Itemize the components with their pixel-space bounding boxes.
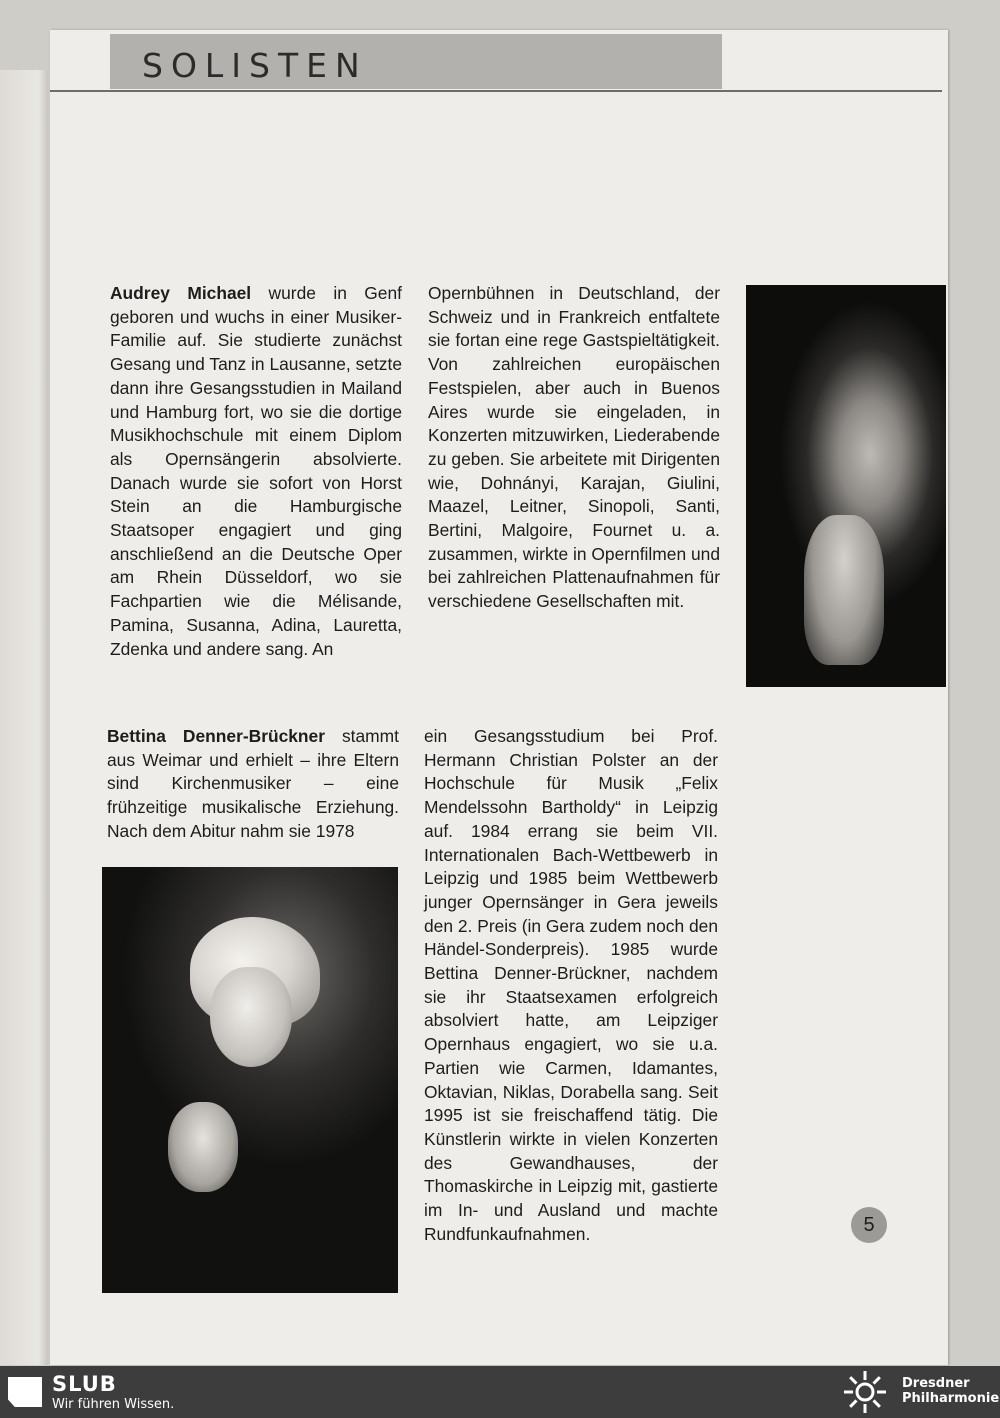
- photo-hand-detail: [168, 1102, 238, 1192]
- michael-text-left: wurde in Genf geboren und wuchs in einer Musiker-Familie auf. Sie studierte zunächst Gesang und Tanz in Lausanne, setzte dann ihre Gesangsstudien in Mailand und Hamburg fort, wo sie die dortige Musikhochschule mit einem Diplom als Opernsängerin absolvierte. Danach wurde sie sofort von Horst Stein an die Hamburgische Staatsoper engagiert und ging anschließend an die Deutsche Oper am Rhein Düsseldorf, wo sie Fachpartien wie die Mélisande, Pamina, Susanna, Adina, Lauretta, Zdenka und andere sang. An: [110, 283, 402, 659]
- library-name: SLUB: [52, 1372, 117, 1396]
- brochure-page: [50, 30, 948, 1365]
- audrey-michael-photo: [746, 285, 946, 687]
- section-title: SOLISTEN: [142, 46, 368, 85]
- header-rule: [50, 90, 942, 92]
- photo-face-detail: [210, 967, 292, 1067]
- footer-bar: [0, 1366, 1000, 1418]
- michael-bio-right: Opernbühnen in Deutschland, der Schweiz und in Frankreich entfaltete sie fortan eine rege Gastspieltätigkeit. Von zahlreichen europäischen Festspielen, aber auch in Buenos Aires wurde sie eingeladen, in Konzerten mitzuwirken, Liederabende zu geben. Sie arbeitete mit Dirigenten wie, Dohnányi, Karajan, Giulini, Maazel, Leitner, Sinopoli, Santi, Bertini, Malgoire, Fournet u. a. zusammen, wirkte in Opernfilmen und bei zahlreichen Plattenaufnahmen für verschiedene Gesellschaften mit.: [428, 283, 720, 612]
- partner-name: [902, 1376, 999, 1406]
- slub-logo-icon: [8, 1377, 42, 1407]
- page-number: 5: [851, 1207, 887, 1243]
- bettina-bio-right: ein Gesangsstudium bei Prof. Hermann Christian Polster an der Hochschule für Musik „Felix Mendelssohn Bartholdy“ in Leipzig auf. 1984 errang sie beim VII. Internationalen Bach-Wettbewerb in Leipzig und 1985 beim Wettbewerb junger Opernsänger in Gera jeweils den 2. Preis (in Gera zudem noch den Händel-Sonderpreis). 1985 wurde Bettina Denner-Brückner, nachdem sie ihr Staatsexamen erfolgreich absolviert hatte, am Leipziger Opernhaus engagiert, wo sie u.a. Partien wie Carmen, Idamantes, Oktavian, Niklas, Dorabella sang. Seit 1995 ist sie freischaffend tätig. Die Künstlerin wirkte in vielen Konzerten des Gewandhauses, der Thomaskirche in Leipzig mit, gastierte im In- und Ausland und machte Rundfunkaufnahmen.: [424, 726, 718, 1244]
- partner-name-line2: Philharmonie: [902, 1391, 1000, 1406]
- bettina-text-left: stammt aus Weimar und erhielt – ihre Eltern sind Kirchenmusiker – eine frühzeitige musikalische Erziehung. Nach dem Abitur nahm sie 1978: [107, 726, 399, 841]
- bettina-bio-left: [107, 725, 399, 844]
- michael-bio-left: [110, 282, 402, 661]
- photo-hand-detail: [804, 515, 884, 665]
- michael-name: Audrey Michael: [110, 283, 252, 303]
- library-tagline: Wir führen Wissen.: [52, 1397, 175, 1412]
- left-page-edge: [0, 70, 48, 1365]
- bettina-name: Bettina Denner-Brückner: [107, 726, 325, 746]
- partner-name-line1: Dresdner: [902, 1376, 970, 1391]
- philharmonie-logo-icon: [843, 1370, 887, 1414]
- bettina-denner-brueckner-photo: [102, 867, 398, 1293]
